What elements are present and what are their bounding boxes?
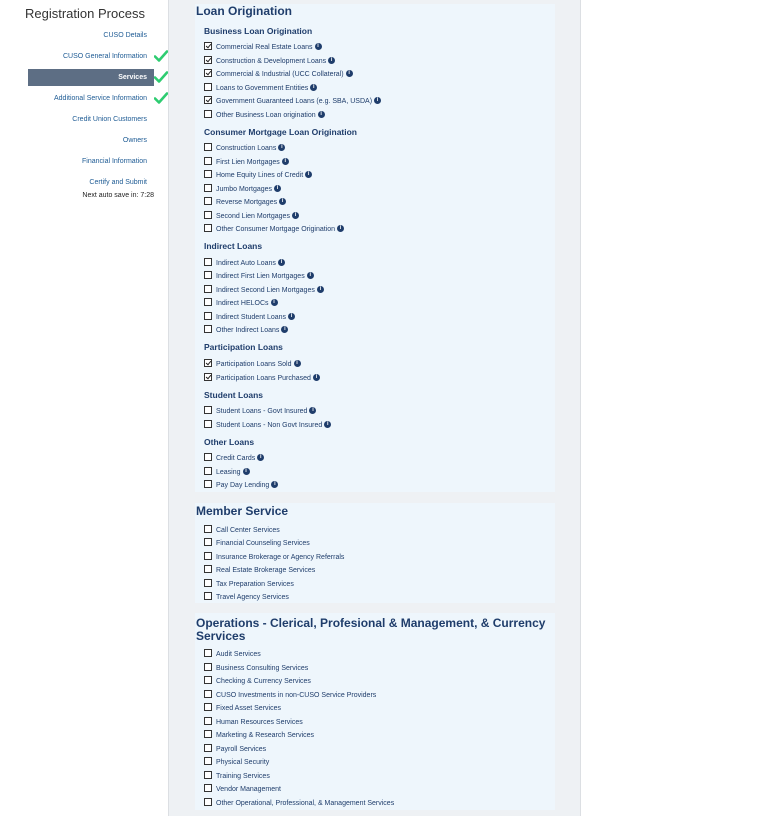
sidebar-item-additional-service-information[interactable]: Additional Service Information [54,95,147,102]
checkbox[interactable] [204,676,212,684]
checkbox[interactable] [204,406,212,414]
checkbox[interactable] [204,480,212,488]
info-icon[interactable]: i [274,185,281,192]
option-indirect-helocs [204,298,278,310]
option-label: Call Center Services [216,527,280,534]
checkbox[interactable] [204,143,212,151]
checkbox[interactable] [204,96,212,104]
info-icon[interactable]: i [281,326,288,333]
info-icon[interactable]: i [307,272,314,279]
info-icon[interactable]: i [313,374,320,381]
option-other-business-loan-origination [204,110,325,122]
option-physical-security [204,757,269,769]
checkbox[interactable] [204,420,212,428]
option-commercial-industrial [204,69,353,81]
checkbox[interactable] [204,552,212,560]
option-loans-to-government-entities [204,83,317,95]
sidebar-item-cuso-general-information[interactable]: CUSO General Information [62,53,147,60]
checkbox[interactable] [204,565,212,573]
option-construction-loans [204,143,285,155]
info-icon[interactable]: i [309,407,316,414]
info-icon[interactable]: i [271,481,278,488]
sidebar-item-cuso-details[interactable]: CUSO Details [103,32,147,39]
option-label: Fixed Asset Services [216,705,281,712]
option-label: First Lien Mortgages [216,159,280,166]
sidebar-item-credit-union-customers[interactable]: Credit Union Customers [72,116,147,123]
option-label: Human Resources Services [216,719,303,726]
option-label: Second Lien Mortgages [216,213,290,220]
option-label: Pay Day Lending [216,482,270,489]
info-icon[interactable]: i [317,286,324,293]
option-financial-counseling-services [204,538,310,550]
option-label: Other Operational, Professional, & Management Services [216,800,395,807]
option-fixed-asset-services [204,703,281,715]
info-icon[interactable]: i [279,198,286,205]
option-human-resources-services [204,717,303,729]
info-icon[interactable]: i [346,70,353,77]
option-indirect-second-lien-mortgages [204,285,324,297]
subsection-title-other-loans: Other Loans [204,437,255,447]
sidebar-item-certify-and-submit[interactable]: Certify and Submit [89,179,147,186]
option-vendor-management [204,784,281,796]
checkbox[interactable] [204,42,212,50]
option-student-loans-non-govt-insured [204,420,331,432]
option-label: Other Consumer Mortgage Origination [216,226,336,233]
option-credit-cards [204,453,264,465]
option-label: Jumbo Mortgages [216,186,273,193]
option-indirect-auto-loans [204,258,285,270]
option-label: Indirect Auto Loans [216,260,276,267]
info-icon[interactable]: i [292,212,299,219]
checkbox[interactable] [204,771,212,779]
checkbox[interactable] [204,83,212,91]
option-label: Loans to Government Entities [216,85,309,92]
option-pay-day-lending [204,480,278,492]
info-icon[interactable]: i [243,468,250,475]
option-other-indirect-loans [204,325,288,337]
checkbox[interactable] [204,298,212,306]
option-construction-development-loans [204,56,335,68]
checkbox[interactable] [204,579,212,587]
section-title-member-service: Member Service [196,504,289,518]
subsection-title-consumer: Consumer Mortgage Loan Origination [204,127,358,137]
checkbox[interactable] [204,271,212,279]
divider [580,0,581,816]
sidebar-item-financial-information[interactable]: Financial Information [82,158,147,165]
checkbox[interactable] [204,453,212,461]
info-icon[interactable]: i [318,111,325,118]
checkbox[interactable] [204,690,212,698]
subsection-title-business: Business Loan Origination [204,26,313,36]
option-label: Training Services [216,773,270,780]
option-government-guaranteed-loans [204,96,381,108]
option-label: Financial Counseling Services [216,540,310,547]
info-icon[interactable]: i [305,171,312,178]
info-icon[interactable]: i [324,421,331,428]
check-icon [154,71,168,83]
subsection-title-participation: Participation Loans [204,342,283,352]
checkbox[interactable] [204,467,212,475]
option-jumbo-mortgages [204,184,281,196]
option-label: Commercial & Industrial (UCC Collateral) [216,71,344,78]
sidebar-title: Registration Process [25,6,145,21]
checkbox[interactable] [204,730,212,738]
checkbox[interactable] [204,744,212,752]
info-icon[interactable]: i [315,43,322,50]
checkbox[interactable] [204,157,212,165]
info-icon[interactable]: i [257,454,264,461]
option-label: Reverse Mortgages [216,199,278,206]
checkbox[interactable] [204,798,212,806]
option-label: Tax Preparation Services [216,581,294,588]
option-label: Student Loans - Non Govt Insured [216,422,323,429]
info-icon[interactable]: i [288,313,295,320]
sidebar-item-services[interactable]: Services [28,69,154,86]
checkbox[interactable] [204,312,212,320]
option-real-estate-brokerage [204,565,315,577]
checkbox[interactable] [204,56,212,64]
option-label: Indirect Second Lien Mortgages [216,287,315,294]
option-label: Home Equity Lines of Credit [216,172,304,179]
checkbox[interactable] [204,717,212,725]
option-second-lien-mortgages [204,211,299,223]
option-indirect-first-lien-mortgages [204,271,314,283]
option-label: Real Estate Brokerage Services [216,567,316,574]
option-label: Commercial Real Estate Loans [216,44,313,51]
option-leasing [204,467,250,479]
option-label: Other Business Loan origination [216,112,316,119]
option-business-consulting-services [204,663,308,675]
info-icon[interactable]: i [282,158,289,165]
checkbox[interactable] [204,285,212,293]
checkbox[interactable] [204,258,212,266]
checkbox[interactable] [204,325,212,333]
option-label: Indirect Student Loans [216,314,287,321]
checkbox[interactable] [204,211,212,219]
option-label: Vendor Management [216,786,281,793]
option-label: Student Loans - Govt Insured [216,408,308,415]
option-other-consumer-mortgage-origination [204,224,344,236]
option-home-equity-lines-of-credit [204,170,312,182]
option-label: Physical Security [216,759,270,766]
checkbox[interactable] [204,373,212,381]
option-label: Credit Cards [216,455,256,462]
option-other-operational-services [204,798,394,810]
check-icon [154,92,168,104]
option-label: Checking & Currency Services [216,678,311,685]
checkbox[interactable] [204,703,212,711]
section-title-loan-origination: Loan Origination [196,4,292,18]
option-marketing-research-services [204,730,314,742]
info-icon[interactable]: i [337,225,344,232]
checkbox[interactable] [204,110,212,118]
option-label: Business Consulting Services [216,665,309,672]
option-label: CUSO Investments in non-CUSO Service Providers [216,692,377,699]
option-indirect-student-loans [204,312,295,324]
option-label: Leasing [216,469,241,476]
option-commercial-real-estate-loans [204,42,322,54]
option-payroll-services [204,744,266,756]
info-icon[interactable]: i [294,360,301,367]
option-label: Payroll Services [216,746,267,753]
option-participation-loans-sold [204,359,301,371]
option-tax-preparation-services [204,579,294,591]
checkbox[interactable] [204,170,212,178]
autosave-timer: Next auto save in: 7:28 [82,192,154,199]
info-icon[interactable]: i [374,97,381,104]
checkbox[interactable] [204,224,212,232]
option-label: Participation Loans Sold [216,361,292,368]
checkbox[interactable] [204,525,212,533]
checkbox[interactable] [204,757,212,765]
option-label: Construction & Development Loans [216,58,327,65]
info-icon[interactable]: i [310,84,317,91]
info-icon[interactable]: i [328,57,335,64]
check-icon [154,50,168,62]
option-student-loans-govt-insured [204,406,316,418]
checkbox[interactable] [204,784,212,792]
option-label: Marketing & Research Services [216,732,315,739]
section-title-operations: Operations - Clerical, Profesional & Management, & Currency Services [196,616,546,643]
option-first-lien-mortgages [204,157,289,169]
checkbox[interactable] [204,649,212,657]
subsection-title-indirect: Indirect Loans [204,241,263,251]
option-label: Government Guaranteed Loans (e.g. SBA, USDA) [216,98,373,105]
checkbox[interactable] [204,184,212,192]
option-checking-currency-services [204,676,311,688]
option-reverse-mortgages [204,197,286,209]
sidebar-item-owners[interactable]: Owners [122,137,147,144]
info-icon[interactable]: i [278,144,285,151]
checkbox[interactable] [204,359,212,367]
option-travel-agency-services [204,592,289,604]
option-label: Audit Services [216,651,261,658]
info-icon[interactable]: i [271,299,278,306]
checkbox[interactable] [204,197,212,205]
checkbox[interactable] [204,592,212,600]
option-label: Other Indirect Loans [216,327,280,334]
option-label: Indirect HELOCs [216,300,269,307]
option-call-center-services [204,525,280,537]
option-cuso-investments [204,690,376,702]
option-training-services [204,771,270,783]
option-label: Construction Loans [216,145,277,152]
checkbox[interactable] [204,538,212,546]
option-label: Travel Agency Services [216,594,289,601]
checkbox[interactable] [204,663,212,671]
option-label: Participation Loans Purchased [216,375,311,382]
info-icon[interactable]: i [278,259,285,266]
option-label: Indirect First Lien Mortgages [216,273,305,280]
option-label: Insurance Brokerage or Agency Referrals [216,554,345,561]
option-audit-services [204,649,261,661]
sidebar [0,0,168,816]
option-insurance-brokerage [204,552,344,564]
checkbox[interactable] [204,69,212,77]
subsection-title-student: Student Loans [204,390,264,400]
option-participation-loans-purchased [204,373,320,385]
